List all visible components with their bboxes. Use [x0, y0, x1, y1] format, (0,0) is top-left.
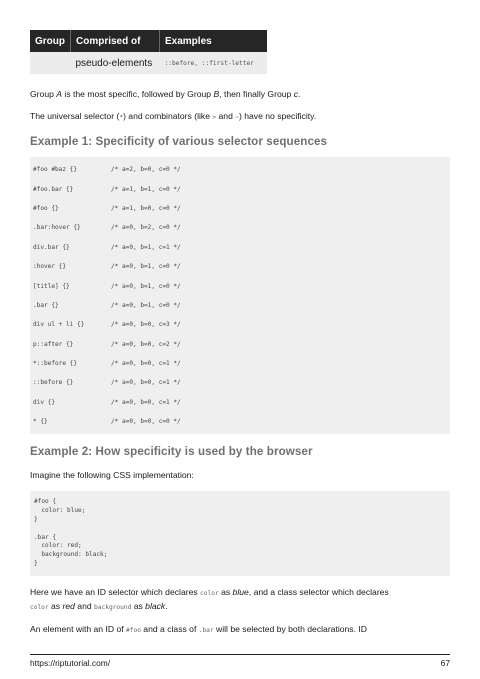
code-line: [30, 354, 450, 373]
paragraph-id-vs-class: Here we have an ID selector which declares color as blue, and a class selector which declares color as red and background as black.: [30, 586, 389, 611]
page-footer: [30, 654, 450, 668]
css-code-block: #foo { color: blue; } .bar { color: red; background: black; }: [30, 491, 450, 575]
selector-group-table: [30, 30, 267, 74]
specificity-comment: /* a=0, b=1, c=0 */: [111, 263, 181, 271]
specificity-comment: /* a=1, b=1, c=0 */: [111, 185, 181, 193]
page-content: [30, 30, 450, 637]
paragraph-imagine: Imagine the following CSS implementation:: [30, 470, 194, 481]
footer-url-link[interactable]: https://riptutorial.com/: [30, 658, 111, 668]
table-header-row: [30, 30, 267, 52]
table-header-comprised: Comprised of: [71, 30, 160, 52]
table-cell-group: [30, 52, 71, 74]
specificity-comment: /* a=0, b=1, c=0 */: [111, 301, 181, 309]
selector-text: * {}: [33, 418, 48, 426]
selector-text: #foo {}: [33, 204, 59, 212]
specificity-comment: /* a=0, b=2, c=0 */: [111, 224, 181, 232]
example2-heading: Example 2: How specificity is used by the browser: [30, 445, 313, 459]
selector-text: ::before {}: [33, 379, 74, 387]
code-line: [30, 296, 450, 315]
selector-text: div.bar {}: [33, 243, 70, 251]
selector-text: #foo #baz {}: [33, 166, 78, 174]
table-cell-examples: ::before, ::first-letter: [160, 52, 268, 74]
inline-code-star: *: [119, 114, 124, 121]
selector-text: div ul + li {}: [33, 321, 85, 329]
code-line: [30, 315, 450, 334]
selector-text: .bar {}: [33, 301, 59, 309]
example1-heading: Example 1: Specificity of various selector sequences: [30, 135, 328, 148]
inline-code-tilde: ~: [235, 114, 239, 121]
specificity-comment: /* a=0, b=0, c=1 */: [111, 379, 181, 387]
specificity-comment: /* a=0, b=0, c=0 */: [111, 418, 181, 426]
code-line: [30, 276, 450, 295]
paragraph-group-order: Group A is the most specific, followed by Group B, then finally Group c.: [30, 89, 301, 99]
specificity-comment: /* a=2, b=0, c=0 */: [111, 166, 181, 174]
selector-text: .bar:hover {}: [33, 224, 81, 232]
specificity-comment: /* a=1, b=0, c=0 */: [111, 204, 181, 212]
selector-text: :hover {}: [33, 263, 67, 271]
paragraph-universal-selector: The universal selector (*) and combinators (like > and ~) have no specificity.: [30, 111, 317, 121]
selector-text: *::before {}: [33, 360, 78, 368]
selector-text: div {}: [33, 398, 56, 406]
specificity-comment: /* a=0, b=0, c=2 */: [111, 340, 181, 348]
page-number: 67: [440, 658, 450, 668]
table-header-group: Group: [30, 30, 71, 52]
specificity-comment: /* a=0, b=0, c=1 */: [111, 398, 181, 406]
code-line: [30, 393, 450, 412]
table-row: [30, 52, 267, 74]
code-line: [30, 335, 450, 354]
selector-text: [title] {}: [33, 282, 70, 290]
paragraph-element-selected: An element with an ID of #foo and a class of .bar will be selected by both declarations. ID: [30, 623, 367, 634]
specificity-code-block: [30, 157, 450, 434]
specificity-comment: /* a=0, b=1, c=1 */: [111, 243, 181, 251]
code-line: [30, 160, 450, 179]
specificity-comment: /* a=0, b=0, c=1 */: [111, 360, 181, 368]
table-header-examples: Examples: [160, 30, 268, 52]
selector-text: #foo.bar {}: [33, 185, 74, 193]
code-line: [30, 199, 450, 218]
code-line: [30, 257, 450, 276]
code-line: [30, 179, 450, 198]
specificity-comment: /* a=0, b=0, c=3 */: [111, 321, 181, 329]
code-line: [30, 238, 450, 257]
code-line: [30, 412, 450, 431]
selector-text: p::after {}: [33, 340, 74, 348]
code-line: [30, 218, 450, 237]
code-line: [30, 373, 450, 392]
inline-code-gt: >: [212, 114, 217, 121]
specificity-comment: /* a=0, b=1, c=0 */: [111, 282, 181, 290]
table-cell-comprised: pseudo-elements: [71, 52, 160, 74]
